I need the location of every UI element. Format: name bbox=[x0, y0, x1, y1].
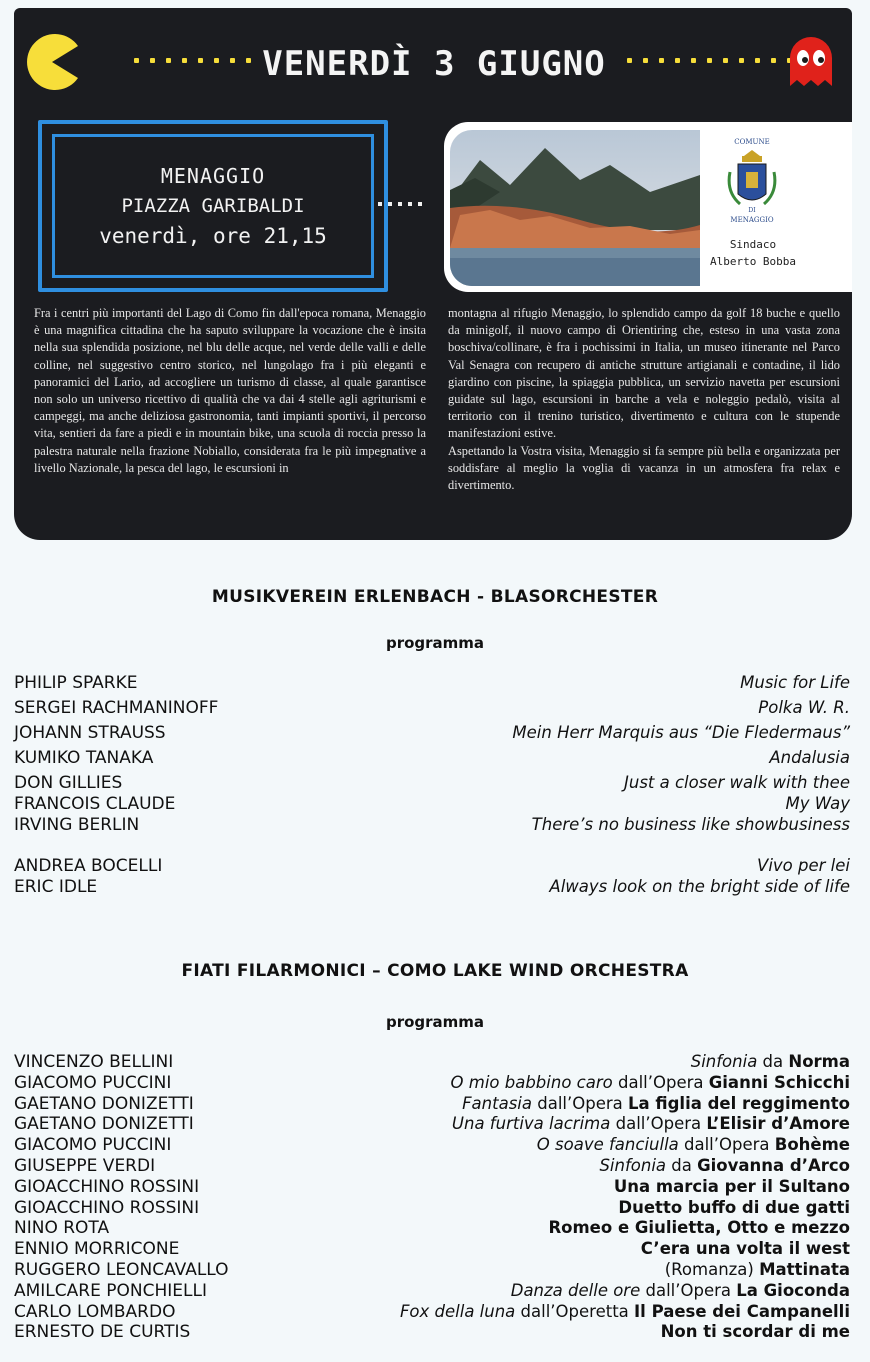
description-paragraph: montagna al rifugio Menaggio, lo splendido campo da golf 18 buche e quello da minigolf, il nuovo campo di Orientiring che, esteso in una vasta zona boschiva/collinare, è fra i pochissimi in Italia, un museo itinerante nel Parco Val Senagra con recupero di antiche strutture artigianali e contadine, il lido giardino con piscine, la spiaggia pubblica, un servizio navetta per escursioni guidate sul lago, escursioni in barche a vela e noleggio pedalò, visita al territorio con il trenino turistico, divertimento e cultura con le stupende manifestazioni estive. bbox=[448, 306, 840, 441]
composer-name: GIOACCHINO ROSSINI bbox=[14, 1176, 200, 1197]
work-title bbox=[537, 1135, 850, 1154]
program-row bbox=[14, 1156, 850, 1178]
work-title: My Way bbox=[785, 794, 850, 813]
work-bold: La Gioconda bbox=[736, 1280, 850, 1300]
composer-name: JOHANN STRAUSS bbox=[14, 723, 166, 743]
work-bold: Giovanna d’Arco bbox=[697, 1156, 850, 1175]
work-bold: Duetto buffo di due gatti bbox=[618, 1197, 850, 1217]
work-connector: dall’Operetta bbox=[515, 1301, 635, 1321]
work-italic: Una furtiva lacrima bbox=[451, 1114, 611, 1134]
connector-dots bbox=[378, 202, 422, 206]
description-column-1 bbox=[34, 305, 426, 477]
work-title bbox=[661, 1322, 850, 1341]
program-row bbox=[14, 1094, 850, 1116]
composer-name: GIOACCHINO ROSSINI bbox=[14, 1197, 200, 1218]
work-title: Music for Life bbox=[740, 673, 850, 692]
program-row bbox=[14, 1052, 850, 1074]
description-paragraph: Fra i centri più importanti del Lago di Como fin dall'epoca romana, Menaggio è una magnifica cittadina che ha saputo sviluppare la vocazione che è insita nella sua splendida posizione, nel blu delle acque, nel verde delle valli e delle colline, nel suggestivo centro storico, nel lungolago fra i più eleganti e panoramici del Lario, ad accogliere un turismo di classe, al quale garantisce non solo un universo ricettivo di qualità che va dai 4 stelle agli agriturismi e campeggi, ma anche deliziosa gastronomia, tanti impianti sportivi, il percorso vita, sentieri da fare a piedi e in mountain bike, una scuola di roccia presso la palestra naturale nella frazione Nobiallo, considerata fra le più impegnative a livello Nazionale, la pesca del lago, le escursioni in bbox=[34, 306, 426, 475]
composer-name: NINO ROTA bbox=[14, 1218, 110, 1239]
mayor-caption bbox=[698, 236, 808, 270]
orchestra-2-title: FIATI FILARMONICI – COMO LAKE WIND ORCHESTRA bbox=[181, 961, 689, 981]
program-row bbox=[14, 773, 850, 795]
program-row bbox=[14, 1198, 850, 1220]
photo-panel bbox=[444, 122, 852, 292]
program-row bbox=[14, 1073, 850, 1095]
composer-name: PHILIP SPARKE bbox=[14, 673, 138, 693]
composer-name: GIACOMO PUCCINI bbox=[14, 1072, 172, 1093]
program-row bbox=[14, 673, 850, 695]
composer-name: ERNESTO DE CURTIS bbox=[14, 1322, 191, 1343]
work-title: Just a closer walk with thee bbox=[624, 773, 850, 792]
work-title bbox=[451, 1073, 850, 1092]
program-row bbox=[14, 1114, 850, 1136]
work-title: Polka W. R. bbox=[758, 698, 850, 717]
work-connector: dall’Opera bbox=[640, 1280, 737, 1300]
work-title bbox=[452, 1114, 850, 1133]
composer-name: GIUSEPPE VERDI bbox=[14, 1156, 156, 1176]
composer-name: GIACOMO PUCCINI bbox=[14, 1135, 172, 1156]
description-paragraph: Aspettando la Vostra visita, Menaggio si fa sempre più bella e organizzata per soddisfare al meglio la voglia di vacanza in un atmosfera fra relax e divertimento. bbox=[448, 443, 840, 493]
svg-text:MENAGGIO: MENAGGIO bbox=[730, 216, 774, 224]
work-italic: Sinfonia bbox=[690, 1052, 758, 1071]
mayor-title: Sindaco bbox=[729, 238, 777, 251]
work-connector: dall’Opera bbox=[678, 1135, 775, 1155]
pacman-icon bbox=[22, 32, 82, 92]
work-connector: (Romanza) bbox=[664, 1260, 760, 1279]
composer-name: DON GILLIES bbox=[14, 773, 123, 793]
ghost-icon bbox=[786, 34, 836, 90]
work-title: There’s no business like showbusiness bbox=[531, 815, 850, 834]
mayor-name: Alberto Bobba bbox=[709, 255, 797, 268]
program-row bbox=[14, 1177, 850, 1199]
work-connector: dall’Opera bbox=[612, 1072, 709, 1092]
program-row bbox=[14, 794, 850, 816]
work-title bbox=[599, 1156, 850, 1175]
composer-name: CARLO LOMBARDO bbox=[14, 1301, 176, 1322]
work-italic: Sinfonia bbox=[599, 1156, 667, 1175]
program-row bbox=[14, 698, 850, 720]
work-title bbox=[462, 1094, 850, 1113]
program-row bbox=[14, 877, 850, 899]
venue-city: MENAGGIO bbox=[160, 164, 266, 188]
work-bold: Il Paese dei Campanelli bbox=[634, 1301, 850, 1321]
work-connector: da bbox=[666, 1156, 698, 1175]
program-row bbox=[14, 856, 850, 878]
program-row bbox=[14, 1260, 850, 1282]
composer-name: FRANCOIS CLAUDE bbox=[14, 794, 176, 814]
work-title bbox=[641, 1239, 850, 1258]
work-italic: O mio babbino caro bbox=[450, 1072, 613, 1092]
work-title: Andalusia bbox=[769, 748, 850, 767]
work-bold: C’era una volta il west bbox=[640, 1239, 850, 1259]
work-bold: Norma bbox=[788, 1052, 850, 1071]
program-row bbox=[14, 723, 850, 745]
work-bold: Gianni Schicchi bbox=[708, 1072, 850, 1092]
program-1-label: programma bbox=[385, 634, 485, 652]
work-title bbox=[614, 1177, 850, 1196]
svg-text:DI: DI bbox=[748, 207, 756, 214]
program-row bbox=[14, 1239, 850, 1261]
composer-name: IRVING BERLIN bbox=[14, 815, 140, 835]
composer-name: SERGEI RACHMANINOFF bbox=[14, 698, 219, 718]
work-italic: Fantasia bbox=[462, 1093, 532, 1113]
work-bold: Romeo e Giulietta, Otto e mezzo bbox=[548, 1218, 850, 1238]
composer-name: GAETANO DONIZETTI bbox=[14, 1093, 194, 1114]
description-column-2 bbox=[448, 305, 840, 494]
venue-box bbox=[38, 120, 388, 292]
work-title: Always look on the bright side of life bbox=[549, 877, 850, 896]
work-title bbox=[548, 1218, 850, 1237]
composer-name: ANDREA BOCELLI bbox=[14, 856, 163, 876]
work-connector: dall’Opera bbox=[610, 1114, 707, 1134]
composer-name: GAETANO DONIZETTI bbox=[14, 1114, 194, 1135]
work-title bbox=[511, 1281, 850, 1300]
work-bold: Bohème bbox=[774, 1135, 850, 1155]
composer-name: ENNIO MORRICONE bbox=[14, 1239, 180, 1260]
program-2-label: programma bbox=[385, 1013, 485, 1031]
composer-name: RUGGERO LEONCAVALLO bbox=[14, 1260, 229, 1280]
work-italic: Danza delle ore bbox=[510, 1280, 641, 1300]
work-italic: Fox della luna bbox=[399, 1301, 516, 1321]
work-connector: dall’Opera bbox=[532, 1093, 628, 1113]
work-title: Vivo per lei bbox=[757, 856, 850, 875]
day-title: VENERDÌ 3 GIUGNO bbox=[262, 44, 606, 84]
event-card bbox=[14, 8, 852, 540]
work-title bbox=[665, 1260, 850, 1279]
program-row bbox=[14, 1281, 850, 1303]
work-bold: L’Elisir d’Amore bbox=[706, 1114, 850, 1134]
program-row bbox=[14, 1218, 850, 1240]
decorative-dots-left bbox=[134, 58, 251, 63]
work-bold: Non ti scordar di me bbox=[660, 1322, 850, 1342]
work-bold: Una marcia per il Sultano bbox=[613, 1176, 850, 1196]
program-row bbox=[14, 1322, 850, 1344]
program-row bbox=[14, 1302, 850, 1324]
work-connector: da bbox=[757, 1052, 789, 1071]
town-photo bbox=[450, 130, 700, 286]
orchestra-1-title: MUSIKVEREIN ERLENBACH - BLASORCHESTER bbox=[211, 587, 659, 607]
venue-time: venerdì, ore 21,15 bbox=[99, 224, 327, 248]
work-italic: O soave fanciulla bbox=[536, 1135, 679, 1155]
svg-text:COMUNE: COMUNE bbox=[734, 138, 770, 146]
program-row bbox=[14, 815, 850, 837]
work-title bbox=[400, 1302, 850, 1321]
work-title: Mein Herr Marquis aus “Die Fledermaus” bbox=[512, 723, 850, 742]
work-bold: Mattinata bbox=[759, 1260, 850, 1279]
composer-name: ERIC IDLE bbox=[14, 877, 98, 897]
work-bold: La figlia del reggimento bbox=[628, 1093, 850, 1113]
program-row bbox=[14, 748, 850, 770]
venue-square: PIAZZA GARIBALDI bbox=[121, 195, 305, 217]
composer-name: VINCENZO BELLINI bbox=[14, 1052, 174, 1072]
work-title bbox=[618, 1198, 850, 1217]
composer-name: AMILCARE PONCHIELLI bbox=[14, 1280, 207, 1301]
program-row bbox=[14, 1135, 850, 1157]
town-crest-icon bbox=[716, 132, 788, 230]
composer-name: KUMIKO TANAKA bbox=[14, 748, 154, 768]
work-title bbox=[691, 1052, 850, 1071]
